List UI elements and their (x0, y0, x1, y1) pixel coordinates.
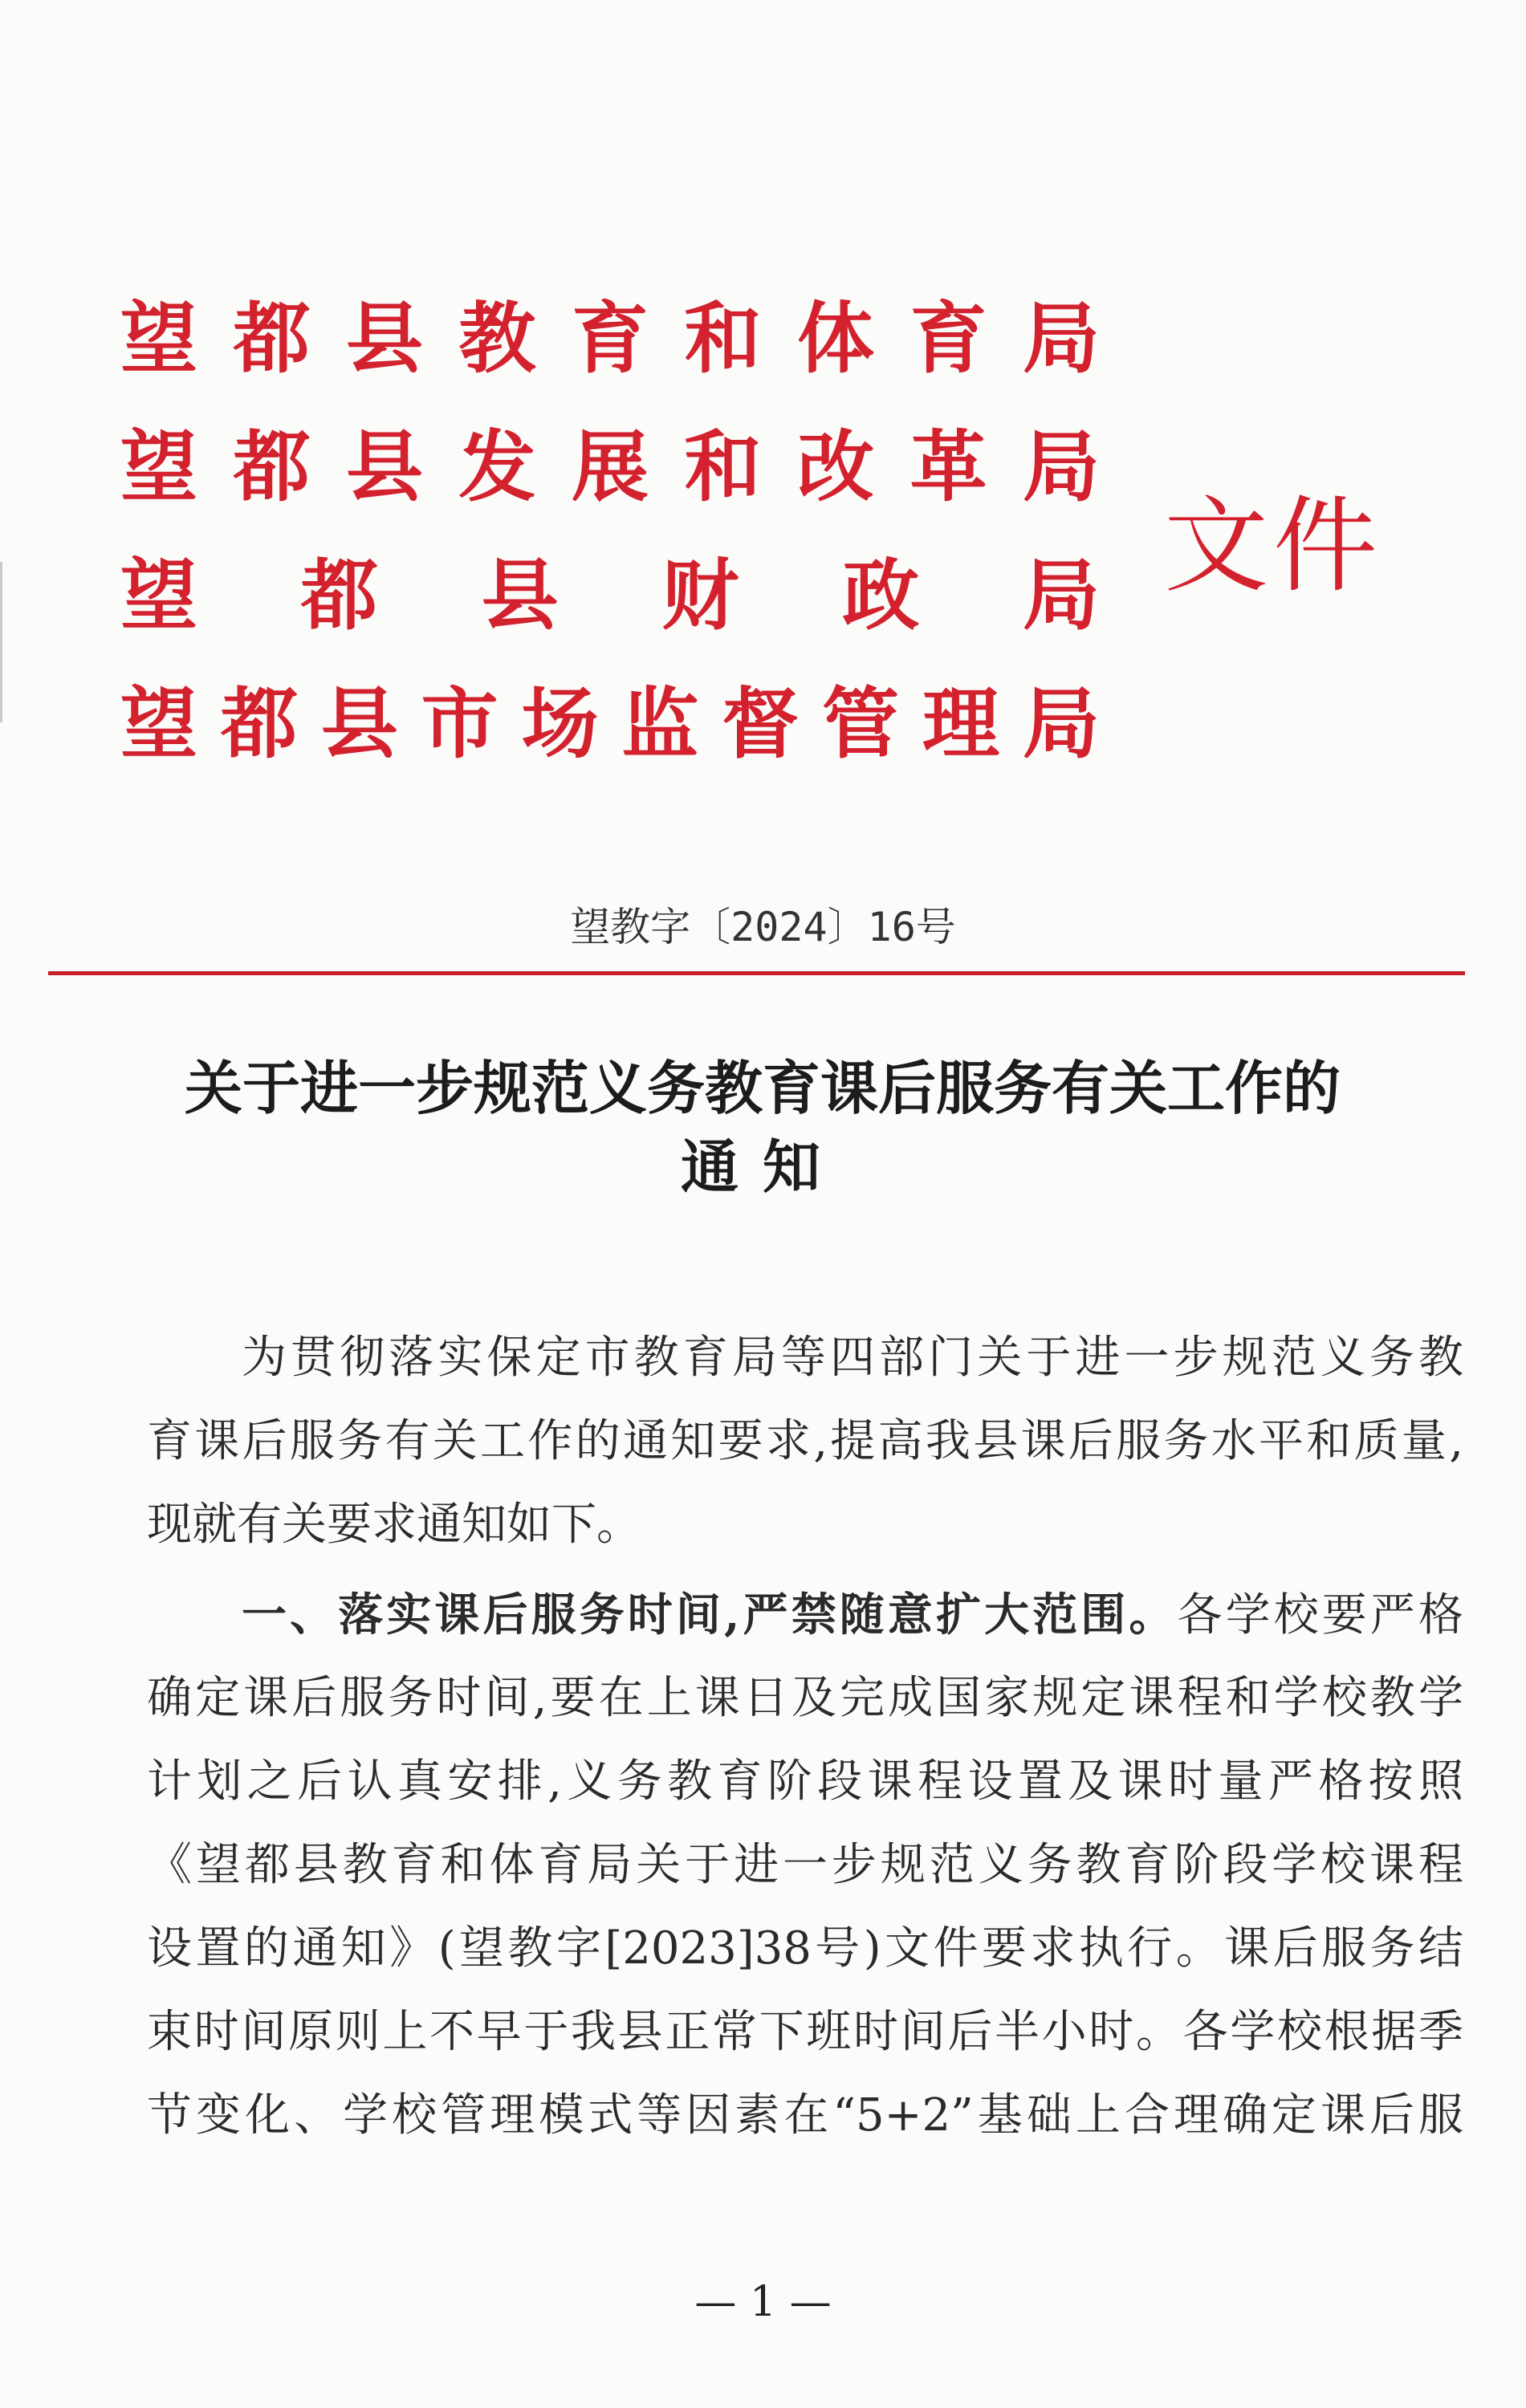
issuer-char: 望 (120, 293, 197, 384)
issuer-line (120, 421, 1100, 512)
issuer-char: 望 (120, 550, 197, 641)
section-heading-rest: 各学校要严格 (1177, 1589, 1464, 1641)
issuer-char: 局 (1023, 421, 1100, 512)
body-line: 现就有关要求通知如下。 (147, 1499, 641, 1551)
body-line: 确定课后服务时间,要在上课日及完成国家规定课程和学校教学 (147, 1672, 1463, 1724)
issuer-char: 督 (722, 678, 800, 769)
issuer-char: 都 (233, 421, 311, 512)
issuer-char: 县 (481, 550, 559, 641)
issuer-char: 发 (458, 421, 536, 512)
issuer-char: 都 (220, 678, 298, 769)
issuer-char: 都 (300, 550, 378, 641)
issuer-char: 财 (661, 550, 739, 641)
issuer-char: 望 (120, 678, 197, 769)
section-heading-line (147, 1573, 1463, 1657)
title-line-1: 关于进一步规范义务教育课后服务有关工作的 (184, 1054, 1341, 1122)
issuer-char: 管 (822, 678, 900, 769)
issuer-char: 展 (572, 421, 649, 512)
body-line: 计划之后认真安排,义务教育阶段课程设置及课时量严格按照 (147, 1755, 1463, 1808)
issuing-departments (120, 293, 1100, 811)
issuer-char: 监 (621, 678, 699, 769)
issuer-char: 和 (684, 293, 762, 384)
issuer-char: 教 (458, 293, 536, 384)
issuer-char: 革 (909, 421, 987, 512)
body-line: 束时间原则上不早于我县正常下班时间后半小时。各学校根据季 (147, 2006, 1463, 2058)
issuer-char: 县 (346, 293, 423, 384)
issuer-char: 都 (233, 293, 311, 384)
title-line-2: 通知 (680, 1133, 844, 1201)
page-number: — 1 — (694, 2278, 832, 2326)
issuer-line (120, 678, 1100, 769)
issuer-char: 局 (1023, 293, 1100, 384)
issuer-char: 改 (797, 421, 874, 512)
issuer-char: 局 (1022, 678, 1100, 769)
issuer-char: 育 (909, 293, 987, 384)
section-heading: 一、落实课后服务时间,严禁随意扩大范围。 (242, 1588, 1178, 1641)
document-type-label: 文件 (1164, 485, 1383, 607)
body-line: 育课后服务有关工作的通知要求,提高我县课后服务水平和质量, (147, 1415, 1463, 1467)
page-edge-mark (0, 562, 2, 722)
issuer-char: 理 (922, 678, 999, 769)
issuer-char: 县 (320, 678, 398, 769)
red-divider-line (48, 971, 1465, 975)
document-title (96, 1051, 1429, 1204)
issuer-char: 县 (346, 421, 423, 512)
body-line: 为贯彻落实保定市教育局等四部门关于进一步规范义务教 (242, 1332, 1463, 1384)
body-line: 《望都县教育和体育局关于进一步规范义务教育阶段学校课程 (147, 1839, 1463, 1891)
issuer-char: 局 (1022, 550, 1100, 641)
document-body (147, 1316, 1463, 2158)
issuer-char: 政 (842, 550, 920, 641)
red-header (120, 293, 1421, 795)
issuer-char: 育 (572, 293, 649, 384)
issuer-char: 市 (421, 678, 498, 769)
issuer-char: 和 (684, 421, 762, 512)
document-number: 望教字〔2024〕16号 (570, 904, 956, 950)
issuer-line (120, 293, 1100, 384)
issuer-char: 望 (120, 421, 197, 512)
issuer-line (120, 550, 1100, 641)
issuer-char: 体 (797, 293, 874, 384)
issuer-char: 场 (521, 678, 599, 769)
body-line: 节变化、学校管理模式等因素在“5+2”基础上合理确定课后服 (147, 2089, 1463, 2142)
body-line: 设置的通知》(望教字[2023]38号)文件要求执行。课后服务结 (147, 1922, 1463, 1975)
